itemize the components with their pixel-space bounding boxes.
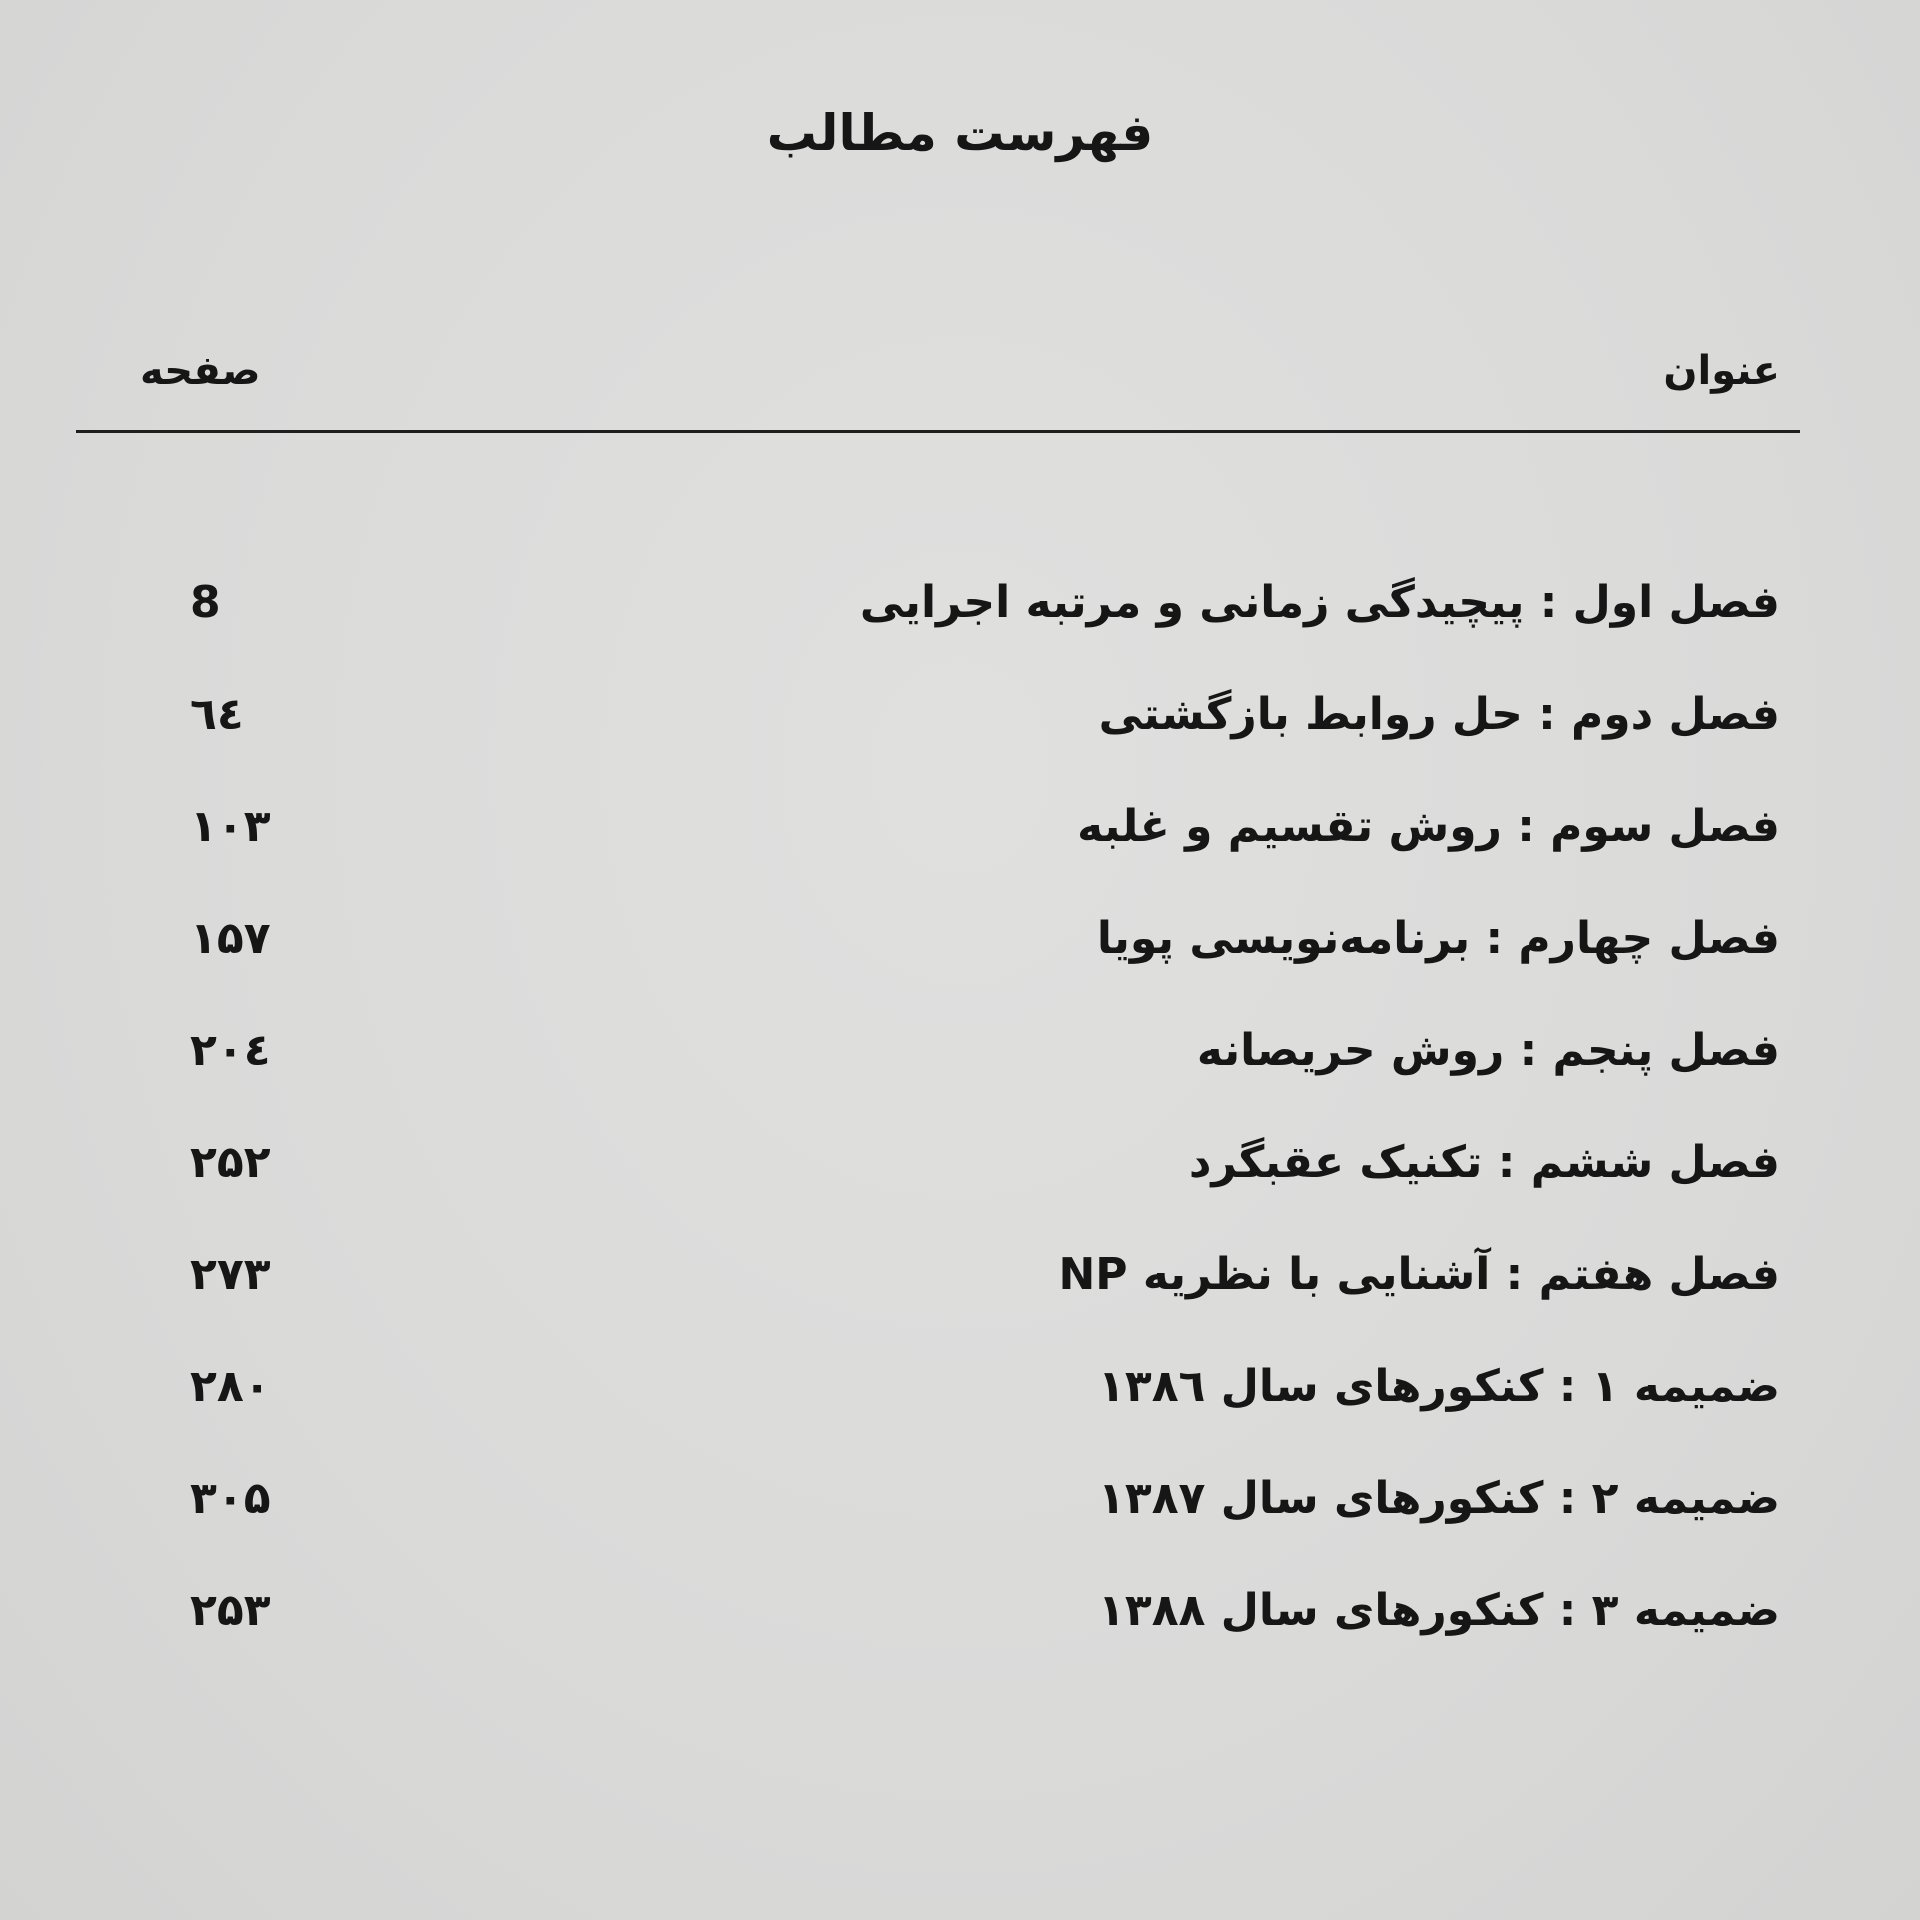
toc-entry: [80, 682, 1780, 794]
toc-entry-page: ٦٤: [190, 689, 244, 740]
toc-entry-title: فصل ششم : تکنیک عقبگرد: [1188, 1137, 1780, 1188]
toc-entry: [80, 570, 1780, 682]
toc-entry: [80, 1018, 1780, 1130]
toc-entry: [80, 1130, 1780, 1242]
toc-entry-page: 8: [190, 577, 221, 628]
toc-entry-page: ۱۰۳: [190, 801, 271, 852]
header-divider: [76, 430, 1800, 433]
toc-entry-page: ۲۰٤: [190, 1025, 271, 1076]
toc-header: [80, 348, 1780, 408]
toc-entry: [80, 1242, 1780, 1354]
toc-entry-page: ۳۰۵: [190, 1473, 271, 1524]
toc-entry: [80, 794, 1780, 906]
column-title-label: عنوان: [1663, 348, 1780, 394]
toc-entry-page: ۲۵۲: [190, 1137, 271, 1188]
toc-entry-title: فصل هفتم : آشنایی با نظریه NP: [1058, 1249, 1780, 1300]
toc-entry-page: ۲۷۳: [190, 1249, 271, 1300]
toc-entry-title: فصل چهارم : برنامه‌نویسی پویا: [1096, 913, 1780, 964]
toc-entry-title: ضمیمه ۳ : کنکورهای سال ۱۳۸۸: [1097, 1585, 1780, 1636]
toc-entry-page: ۲۵۳: [190, 1585, 271, 1636]
toc-list: [80, 570, 1780, 1690]
toc-entry-page: ۲۸۰: [190, 1361, 271, 1412]
toc-entry: [80, 1466, 1780, 1578]
column-page-label: صفحه: [140, 348, 261, 394]
toc-entry-title: فصل اول : پیچیدگی زمانی و مرتبه اجرایی: [859, 577, 1780, 628]
toc-entry-title: فصل دوم : حل روابط بازگشتی: [1098, 689, 1780, 740]
toc-entry-title: فصل پنجم : روش حریصانه: [1196, 1025, 1780, 1076]
toc-entry-page: ۱۵۷: [190, 913, 271, 964]
toc-entry-title: ضمیمه ۱ : کنکورهای سال ۱۳۸٦: [1097, 1361, 1780, 1412]
page-title: فهرست مطالب: [766, 104, 1154, 162]
toc-entry: [80, 1578, 1780, 1690]
toc-entry: [80, 906, 1780, 1018]
toc-entry-title: فصل سوم : روش تقسیم و غلبه: [1077, 801, 1780, 852]
toc-entry-title: ضمیمه ۲ : کنکورهای سال ۱۳۸۷: [1097, 1473, 1780, 1524]
toc-entry: [80, 1354, 1780, 1466]
